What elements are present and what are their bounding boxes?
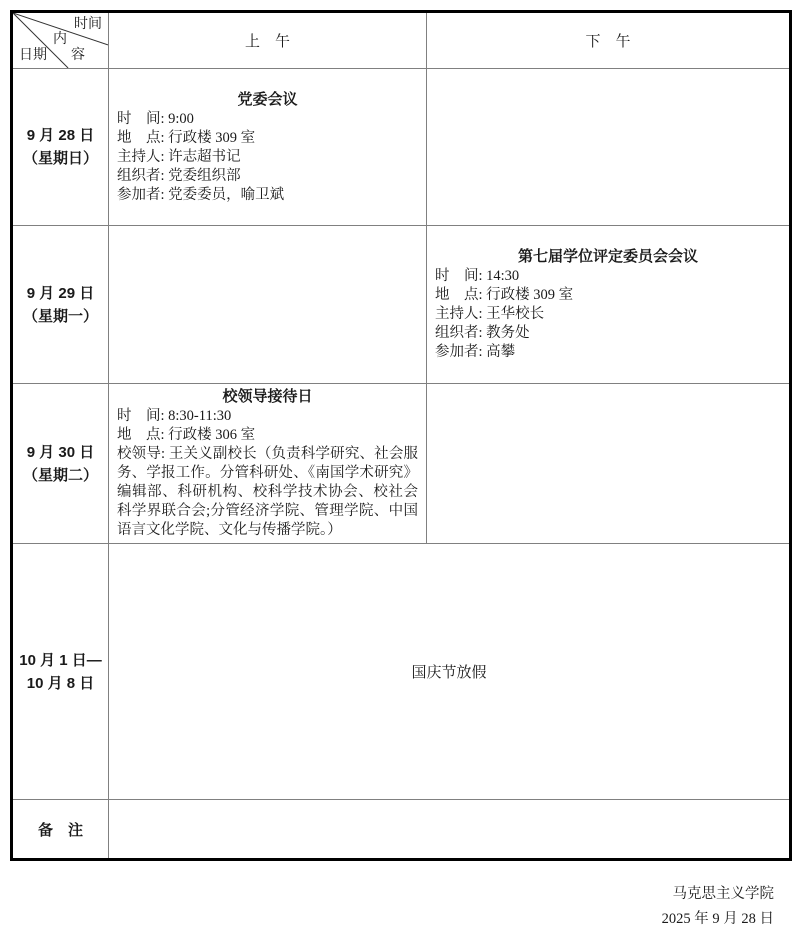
date-line: 9 月 30 日 [26,443,95,461]
footer-date: 2025 年 9 月 28 日 [661,911,774,927]
holiday-merged-cell [109,544,791,800]
corner-content-char2: 容 [71,48,85,63]
weekday-line: （星期日） [22,150,98,167]
event-title: 第七届学位评定委员会会议 [517,248,698,265]
footer-signature [662,882,774,932]
event-location: 地 点: 行政楼 309 室 [435,287,574,303]
note-label: 备 注 [37,821,83,839]
column-header-afternoon: 下 午 [427,12,791,69]
date-line: 9 月 28 日 [26,127,95,144]
event-time: 时 间: 9:00 [117,110,194,127]
event-leader-details: 校领导: 王关义副校长（负责科学研究、社会服务、学报工作。分管科研处、《南国学术研究》编辑部、科研机构、校科学技术协会、校社会科学界联合会;分管经济学院、管理学院、中国语言文化学院、文化与传播学院。） [117,446,418,538]
date-line: 10 月 1 日— [19,651,102,669]
corner-time-label: 时间 [74,17,102,32]
event-time: 时 间: 8:30-11:30 [117,408,232,424]
date-line: 10 月 8 日 [26,674,95,692]
diagonal-header-cell [12,12,109,69]
morning-cell-sep30 [109,384,427,544]
note-content-cell-empty [109,800,791,860]
morning-cell-sep29-empty [109,226,427,384]
morning-cell-sep28 [109,69,427,226]
event-leader-reception-day [109,384,426,543]
date-line: 9 月 29 日 [26,284,95,302]
event-party-committee-meeting [109,87,426,208]
event-host: 主持人: 王华校长 [435,306,545,322]
column-header-morning: 上 午 [109,12,427,69]
date-cell-sep30 [12,384,109,544]
date-cell-sep28 [12,69,109,226]
event-title: 校领导接待日 [222,388,313,405]
corner-content-char1: 内 [53,32,67,47]
weekday-line: （星期二） [22,466,98,484]
afternoon-cell-sep30-empty [427,384,791,544]
note-label-cell [12,800,109,860]
afternoon-cell-sep29 [427,226,791,384]
event-participants: 参加者: 高攀 [435,344,516,360]
schedule-table [10,10,792,861]
event-title: 党委会议 [237,90,298,108]
weekday-line: （星期一） [22,307,98,325]
event-organizer: 组织者: 党委组织部 [117,167,241,184]
holiday-text: 国庆节放假 [411,665,487,681]
event-participants: 参加者: 党委委员，喻卫斌 [117,186,285,203]
corner-date-label: 日期 [19,48,47,63]
event-organizer: 组织者: 教务处 [435,325,530,341]
event-degree-committee-meeting [427,244,789,365]
event-location: 地 点: 行政楼 306 室 [117,427,256,443]
event-host: 主持人: 许志超书记 [117,148,241,165]
event-time: 时 间: 14:30 [435,268,520,284]
afternoon-cell-sep28-empty [427,69,791,226]
event-location: 地 点: 行政楼 309 室 [117,129,256,146]
footer-org-name: 马克思主义学院 [672,886,774,902]
date-cell-oct1-8 [12,544,109,800]
date-cell-sep29 [12,226,109,384]
